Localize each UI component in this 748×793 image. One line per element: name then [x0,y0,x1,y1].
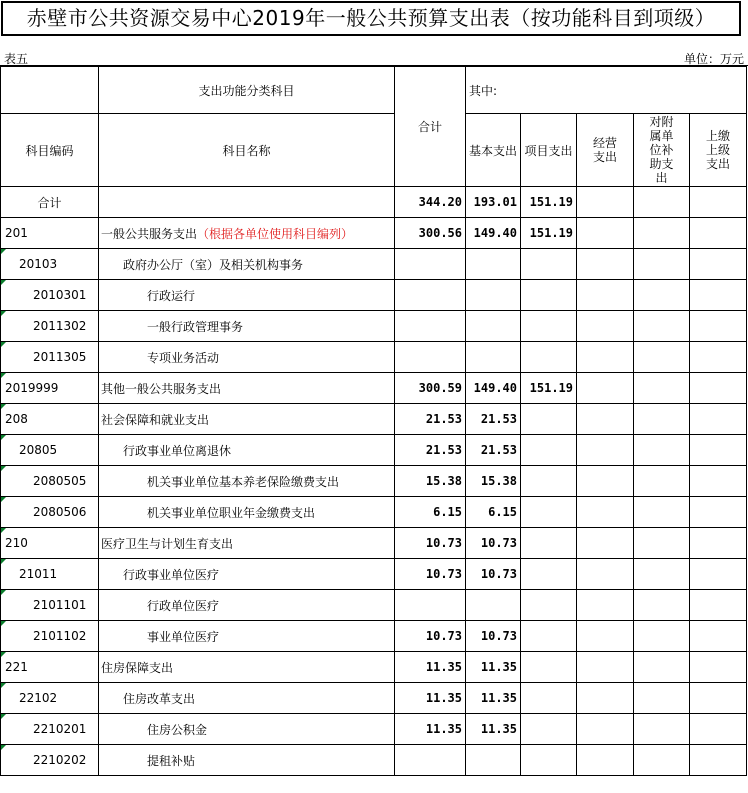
row-name [99,218,395,249]
row-basic: 149.40 [466,218,521,249]
row-name [99,404,395,435]
row-name [99,311,395,342]
row-name [99,187,395,218]
row-remit [690,187,747,218]
row-code: 20805 [1,435,99,466]
table-row [1,373,747,404]
row-remit [690,466,747,497]
row-operating [577,497,634,528]
row-total: 344.20 [395,187,466,218]
row-name [99,435,395,466]
row-operating [577,218,634,249]
row-code: 2080505 [1,466,99,497]
row-name-text: 住房改革支出 [123,691,196,706]
row-project [521,249,577,280]
header-name: 科目名称 [99,114,395,187]
row-name-text: 行政事业单位医疗 [123,567,220,582]
row-remit [690,590,747,621]
row-total [395,590,466,621]
row-basic [466,280,521,311]
row-project [521,404,577,435]
row-subsidy [634,590,690,621]
row-remit [690,745,747,776]
row-total [395,745,466,776]
row-subsidy [634,466,690,497]
row-code: 20103 [1,249,99,280]
row-basic [466,342,521,373]
row-name-text: 一般行政管理事务 [147,319,244,334]
row-remit [690,559,747,590]
row-name [99,466,395,497]
row-basic: 10.73 [466,559,521,590]
row-name-text: 其他一般公共服务支出 [101,381,222,396]
row-project [521,652,577,683]
row-name [99,652,395,683]
row-name [99,683,395,714]
row-total: 10.73 [395,528,466,559]
row-total [395,311,466,342]
row-code: 2011305 [1,342,99,373]
row-name [99,342,395,373]
table-label: 表五 [4,52,29,66]
row-remit [690,652,747,683]
row-total: 21.53 [395,435,466,466]
row-name-text: 机关事业单位职业年金缴费支出 [147,505,316,520]
table-row [1,652,747,683]
table-row [1,218,747,249]
row-project: 151.19 [521,218,577,249]
row-operating [577,311,634,342]
row-total: 15.38 [395,466,466,497]
row-name-text: 一般公共服务支出 [101,226,198,241]
row-subsidy [634,342,690,373]
row-name-text: 政府办公厅（室）及相关机构事务 [123,257,304,272]
row-basic: 11.35 [466,652,521,683]
row-code: 2101102 [1,621,99,652]
header-subsidy [634,114,690,187]
row-project [521,342,577,373]
row-name [99,714,395,745]
row-name-text: 行政事业单位离退休 [123,443,232,458]
row-operating [577,342,634,373]
row-total: 10.73 [395,559,466,590]
row-code: 201 [1,218,99,249]
row-name-text: 行政运行 [147,288,196,303]
row-project [521,621,577,652]
row-code: 2210202 [1,745,99,776]
row-subsidy [634,404,690,435]
row-name [99,249,395,280]
row-code: 21011 [1,559,99,590]
row-basic: 21.53 [466,435,521,466]
row-name [99,621,395,652]
row-project [521,528,577,559]
row-remit [690,528,747,559]
row-code: 2210201 [1,714,99,745]
row-basic: 11.35 [466,683,521,714]
row-subsidy [634,621,690,652]
header-among: 其中: [466,67,747,114]
row-operating [577,683,634,714]
budget-table [0,66,747,776]
row-project [521,745,577,776]
table-row [1,187,747,218]
table-row [1,714,747,745]
row-code: 2080506 [1,497,99,528]
row-remit [690,373,747,404]
row-total: 11.35 [395,714,466,745]
row-code: 合计 [1,187,99,218]
row-code: 2010301 [1,280,99,311]
table-row [1,280,747,311]
row-basic [466,311,521,342]
header-project: 项目支出 [521,114,577,187]
row-project: 151.19 [521,373,577,404]
row-project [521,714,577,745]
row-total: 300.59 [395,373,466,404]
row-subsidy [634,373,690,404]
row-subsidy [634,559,690,590]
header-remit [690,114,747,187]
header-blank-cell [1,67,99,114]
row-name-text: 提租补贴 [147,753,196,768]
row-operating [577,745,634,776]
row-subsidy [634,497,690,528]
row-name-text: 医疗卫生与计划生育支出 [101,536,234,551]
row-name [99,528,395,559]
row-total: 300.56 [395,218,466,249]
table-row [1,590,747,621]
row-operating [577,466,634,497]
row-basic [466,745,521,776]
table-row [1,435,747,466]
row-project: 151.19 [521,187,577,218]
row-total [395,342,466,373]
row-total [395,249,466,280]
row-subsidy [634,218,690,249]
row-remit [690,311,747,342]
row-project [521,559,577,590]
header-subsidy-text: 对附属单位补助支出 [649,115,674,185]
row-remit [690,280,747,311]
row-name-text: 行政单位医疗 [147,598,220,613]
row-operating [577,528,634,559]
row-subsidy [634,249,690,280]
row-name-text: 事业单位医疗 [147,629,220,644]
row-project [521,683,577,714]
row-name [99,745,395,776]
row-remit [690,342,747,373]
row-name [99,590,395,621]
row-code: 208 [1,404,99,435]
row-remit [690,714,747,745]
row-basic: 10.73 [466,621,521,652]
row-subsidy [634,187,690,218]
row-basic: 21.53 [466,404,521,435]
row-project [521,311,577,342]
row-remit [690,683,747,714]
row-subsidy [634,311,690,342]
row-name-text: 住房保障支出 [101,660,174,675]
table-row [1,683,747,714]
row-total [395,280,466,311]
table-row [1,311,747,342]
row-remit [690,497,747,528]
table-row [1,404,747,435]
table-row [1,342,747,373]
row-basic [466,590,521,621]
row-remit [690,435,747,466]
row-total: 11.35 [395,652,466,683]
row-total: 21.53 [395,404,466,435]
table-row [1,249,747,280]
header-operating-text: 经营支出 [592,136,617,164]
row-project [521,466,577,497]
table-row [1,497,747,528]
row-name [99,559,395,590]
header-remit-text: 上缴上级支出 [706,129,731,171]
row-code: 210 [1,528,99,559]
page-title: 赤壁市公共资源交易中心2019年一般公共预算支出表（按功能科目到项级） [1,1,741,36]
row-subsidy [634,280,690,311]
row-subsidy [634,652,690,683]
row-remit [690,218,747,249]
row-operating [577,590,634,621]
row-project [521,497,577,528]
row-name [99,497,395,528]
header-func-category: 支出功能分类科目 [99,67,395,114]
unit-label: 单位：万元 [683,52,744,66]
row-subsidy [634,435,690,466]
row-basic: 15.38 [466,466,521,497]
row-name [99,280,395,311]
header-code: 科目编码 [1,114,99,187]
row-code: 221 [1,652,99,683]
row-basic: 6.15 [466,497,521,528]
table-row [1,621,747,652]
table-row [1,745,747,776]
row-operating [577,714,634,745]
row-basic: 11.35 [466,714,521,745]
table-row [1,466,747,497]
row-operating [577,280,634,311]
row-name-text: 社会保障和就业支出 [101,412,210,427]
row-total: 11.35 [395,683,466,714]
row-total: 10.73 [395,621,466,652]
row-basic [466,249,521,280]
table-row [1,528,747,559]
row-operating [577,559,634,590]
row-code: 2019999 [1,373,99,404]
row-operating [577,373,634,404]
row-remit [690,621,747,652]
row-total: 6.15 [395,497,466,528]
row-subsidy [634,714,690,745]
header-operating [577,114,634,187]
row-operating [577,249,634,280]
row-code: 2101101 [1,590,99,621]
row-operating [577,404,634,435]
row-remit [690,249,747,280]
row-operating [577,187,634,218]
row-operating [577,652,634,683]
row-name [99,373,395,404]
row-code: 2011302 [1,311,99,342]
row-name-text: 住房公积金 [147,722,208,737]
row-project [521,435,577,466]
row-name-text: 机关事业单位基本养老保险缴费支出 [147,474,340,489]
row-note: （根据各单位使用科目编列） [197,226,354,241]
row-project [521,280,577,311]
row-subsidy [634,745,690,776]
header-basic: 基本支出 [466,114,521,187]
row-project [521,590,577,621]
row-remit [690,404,747,435]
row-basic: 10.73 [466,528,521,559]
row-basic: 193.01 [466,187,521,218]
row-subsidy [634,683,690,714]
row-name-text: 专项业务活动 [147,350,220,365]
row-operating [577,621,634,652]
header-total: 合计 [395,67,466,187]
table-row [1,559,747,590]
row-subsidy [634,528,690,559]
row-code: 22102 [1,683,99,714]
row-basic: 149.40 [466,373,521,404]
row-operating [577,435,634,466]
